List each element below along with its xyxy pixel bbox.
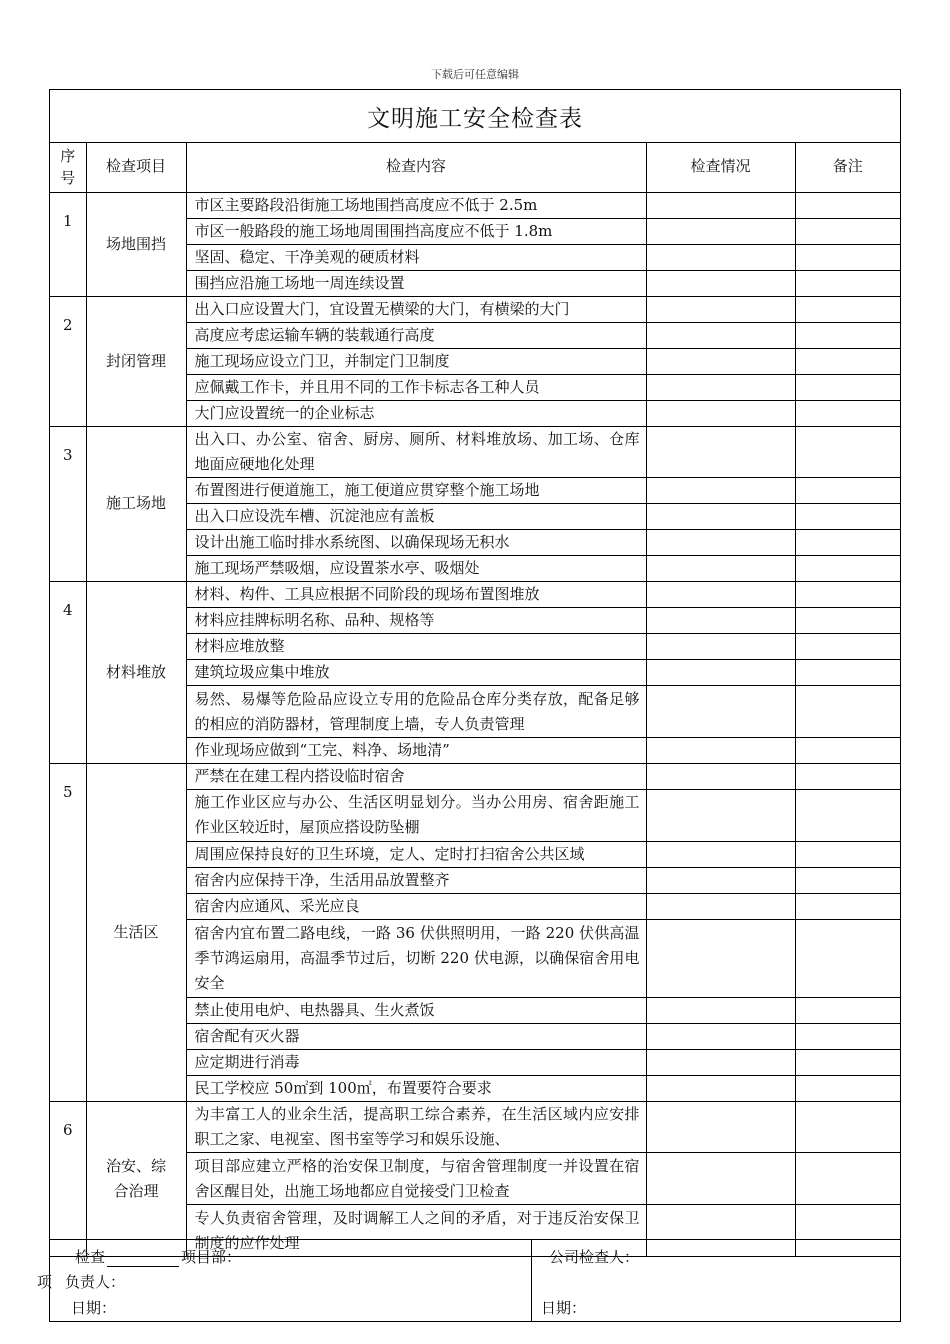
check-status-cell[interactable] xyxy=(646,270,795,296)
remark-cell[interactable] xyxy=(795,1101,900,1153)
section-item xyxy=(86,764,186,1101)
check-content-cell: 出入口应设洗车槽、沉淀池应有盖板 xyxy=(186,504,646,530)
section-number: 1 xyxy=(50,192,86,296)
check-content-cell: 宿舍内宜布置二路电线，一路 36 伏供照明用，一路 220 伏供高温季节鸿运扇用，高温季节过后，切断 220 伏电源，以确保宿舍用电安全 xyxy=(186,919,646,997)
check-content-cell: 材料应挂牌标明名称、品种、规格等 xyxy=(186,608,646,634)
remark-cell[interactable] xyxy=(795,1075,900,1101)
header-content: 检查内容 xyxy=(186,142,646,192)
check-content-cell: 易然、易爆等危险品应设立专用的危险品仓库分类存放，配备足够的相应的消防器材，管理制度上墙，专人负责管理 xyxy=(186,686,646,738)
remark-cell[interactable] xyxy=(795,374,900,400)
remark-cell[interactable] xyxy=(795,764,900,790)
check-content-cell: 应定期进行消毒 xyxy=(186,1049,646,1075)
section-item-label: 治安、综合治理 xyxy=(105,1156,166,1200)
check-content-cell: 大门应设置统一的企业标志 xyxy=(186,400,646,426)
section-number: 5 xyxy=(50,764,86,1101)
xiang-char: 项 xyxy=(37,1273,53,1291)
check-status-cell[interactable] xyxy=(646,997,795,1023)
remark-cell[interactable] xyxy=(795,582,900,608)
check-content-cell: 禁止使用电炉、电热器具、生火煮饭 xyxy=(186,997,646,1023)
inspection-table xyxy=(50,142,900,1257)
check-status-cell[interactable] xyxy=(646,893,795,919)
section-number: 4 xyxy=(50,582,86,764)
check-content-cell: 周围应保持良好的卫生环境，定人、定时打扫宿舍公共区域 xyxy=(186,841,646,867)
remark-cell[interactable] xyxy=(795,426,900,478)
check-status-cell[interactable] xyxy=(646,841,795,867)
remark-cell[interactable] xyxy=(795,348,900,374)
remark-cell[interactable] xyxy=(795,1049,900,1075)
company-inspector-label: 公司检查人： xyxy=(549,1248,640,1266)
check-status-cell[interactable] xyxy=(646,764,795,790)
check-content-cell: 建筑垃圾应集中堆放 xyxy=(186,660,646,686)
project-dept-label: 项目部： xyxy=(181,1248,242,1266)
check-status-cell[interactable] xyxy=(646,218,795,244)
check-content-cell: 施工现场应设立门卫，并制定门卫制度 xyxy=(186,348,646,374)
remark-cell[interactable] xyxy=(795,218,900,244)
remark-cell[interactable] xyxy=(795,296,900,322)
remark-cell[interactable] xyxy=(795,1153,900,1205)
remark-cell[interactable] xyxy=(795,504,900,530)
table-row xyxy=(50,1101,900,1153)
check-content-cell: 项目部应建立严格的治安保卫制度，与宿舍管理制度一并设置在宿舍区醒目处，出施工场地都应自觉接受门卫检查 xyxy=(186,1153,646,1205)
section-item xyxy=(86,192,186,296)
check-content-cell: 严禁在在建工程内搭设临时宿舍 xyxy=(186,764,646,790)
section-item xyxy=(86,1101,186,1256)
check-status-cell[interactable] xyxy=(646,296,795,322)
section-item-label: 生活区 xyxy=(113,922,159,941)
check-content-cell: 宿舍内应保持干净，生活用品放置整齐 xyxy=(186,867,646,893)
check-status-cell[interactable] xyxy=(646,1101,795,1153)
signature-area xyxy=(37,1239,900,1322)
header-remark: 备注 xyxy=(795,142,900,192)
check-content-cell: 宿舍内应通风、采光应良 xyxy=(186,893,646,919)
header-item: 检查项目 xyxy=(86,142,186,192)
check-content-cell: 专人负责宿舍管理，及时调解工人之间的矛盾，对于违反治安保卫制度的应作处理 xyxy=(186,1205,646,1257)
remark-cell[interactable] xyxy=(795,270,900,296)
check-content-cell: 作业现场应做到“工完、料净、场地清” xyxy=(186,738,646,764)
remark-cell[interactable] xyxy=(795,660,900,686)
check-status-cell[interactable] xyxy=(646,1153,795,1205)
section-number: 3 xyxy=(50,426,86,582)
check-prefix: 检查 xyxy=(75,1248,106,1266)
check-content-cell: 材料应堆放整 xyxy=(186,634,646,660)
section-number: 2 xyxy=(50,296,86,426)
section-number: 6 xyxy=(50,1101,86,1256)
remark-cell[interactable] xyxy=(795,997,900,1023)
remark-cell[interactable] xyxy=(795,244,900,270)
check-content-cell: 围挡应沿施工场地一周连续设置 xyxy=(186,270,646,296)
check-content-cell: 材料、构件、工具应根据不同阶段的现场布置图堆放 xyxy=(186,582,646,608)
check-content-cell: 市区一般路段的施工场地周围围挡高度应不低于 1.8m xyxy=(186,218,646,244)
check-status-cell[interactable] xyxy=(646,608,795,634)
check-blank-field[interactable] xyxy=(107,1251,179,1267)
check-content-cell: 为丰富工人的业余生活，提高职工综合素养，在生活区域内应安排职工之家、电视室、图书室等学习和娱乐设施、 xyxy=(186,1101,646,1153)
check-status-cell[interactable] xyxy=(646,192,795,218)
check-dept-line xyxy=(75,1246,241,1267)
remark-cell[interactable] xyxy=(795,790,900,842)
check-status-cell[interactable] xyxy=(646,582,795,608)
table-row xyxy=(50,582,900,608)
check-status-cell[interactable] xyxy=(646,322,795,348)
section-item-label: 材料堆放 xyxy=(105,663,166,682)
check-content-cell: 宿舍配有灭火器 xyxy=(186,1023,646,1049)
check-status-cell[interactable] xyxy=(646,634,795,660)
page-title: 文明施工安全检查表 xyxy=(50,90,900,143)
section-item-label: 场地围挡 xyxy=(105,234,166,253)
remark-cell[interactable] xyxy=(795,556,900,582)
header-no-line2: 号 xyxy=(60,168,76,187)
check-content-cell: 施工作业区应与办公、生活区明显划分。当办公用房、宿舍距施工作业区较近时，屋顶应搭设防坠棚 xyxy=(186,790,646,842)
table-header-row xyxy=(50,142,900,192)
check-status-cell[interactable] xyxy=(646,867,795,893)
check-content-cell: 设计出施工临时排水系统图、以确保现场无积水 xyxy=(186,530,646,556)
table-row xyxy=(50,296,900,322)
remark-cell[interactable] xyxy=(795,686,900,738)
remark-cell[interactable] xyxy=(795,192,900,218)
check-status-cell[interactable] xyxy=(646,478,795,504)
remark-cell[interactable] xyxy=(795,478,900,504)
check-content-cell: 布置图进行便道施工，施工便道应贯穿整个施工场地 xyxy=(186,478,646,504)
check-status-cell[interactable] xyxy=(646,686,795,738)
remark-cell[interactable] xyxy=(795,738,900,764)
check-content-cell: 出入口、办公室、宿舍、厨房、厕所、材料堆放场、加工场、仓库地面应硬地化处理 xyxy=(186,426,646,478)
check-status-cell[interactable] xyxy=(646,1023,795,1049)
remark-cell[interactable] xyxy=(795,608,900,634)
section-item-label: 施工场地 xyxy=(105,494,166,513)
remark-cell[interactable] xyxy=(795,919,900,997)
check-status-cell[interactable] xyxy=(646,426,795,478)
check-status-cell[interactable] xyxy=(646,1075,795,1101)
header-no xyxy=(50,142,86,192)
check-status-cell[interactable] xyxy=(646,374,795,400)
remark-cell[interactable] xyxy=(795,322,900,348)
remark-cell[interactable] xyxy=(795,893,900,919)
check-content-cell: 施工现场严禁吸烟，应设置茶水亭、吸烟处 xyxy=(186,556,646,582)
check-content-cell: 民工学校应 50㎡到 100㎡，布置要符合要求 xyxy=(186,1075,646,1101)
inspection-sheet xyxy=(37,89,901,1322)
remark-cell[interactable] xyxy=(795,1023,900,1049)
check-status-cell[interactable] xyxy=(646,530,795,556)
signature-divider xyxy=(531,1240,532,1322)
section-item xyxy=(86,582,186,764)
section-item-label: 封闭管理 xyxy=(105,351,166,370)
page-header-note: 下载后可任意编辑 xyxy=(431,68,519,81)
check-content-cell: 坚固、稳定、干净美观的硬质材料 xyxy=(186,244,646,270)
header-status: 检查情况 xyxy=(646,142,795,192)
check-status-cell[interactable] xyxy=(646,400,795,426)
table-row xyxy=(50,192,900,218)
remark-cell[interactable] xyxy=(795,530,900,556)
check-content-cell: 应佩戴工作卡，并且用不同的工作卡标志各工种人员 xyxy=(186,374,646,400)
leader-label: 负责人： xyxy=(65,1273,126,1291)
table-row xyxy=(50,764,900,790)
check-status-cell[interactable] xyxy=(646,1049,795,1075)
remark-cell[interactable] xyxy=(795,400,900,426)
check-status-cell[interactable] xyxy=(646,348,795,374)
date-right-label: 日期： xyxy=(541,1299,587,1317)
check-status-cell[interactable] xyxy=(646,790,795,842)
remark-cell[interactable] xyxy=(795,867,900,893)
check-status-cell[interactable] xyxy=(646,738,795,764)
remark-cell[interactable] xyxy=(795,841,900,867)
check-status-cell[interactable] xyxy=(646,556,795,582)
remark-cell[interactable] xyxy=(795,634,900,660)
table-row xyxy=(50,426,900,478)
check-status-cell[interactable] xyxy=(646,919,795,997)
date-left-label: 日期： xyxy=(71,1299,117,1317)
section-item xyxy=(86,296,186,426)
header-no-line1: 序 xyxy=(60,146,76,165)
check-content-cell: 出入口应设置大门，宜设置无横梁的大门，有横梁的大门 xyxy=(186,296,646,322)
check-status-cell[interactable] xyxy=(646,660,795,686)
check-status-cell[interactable] xyxy=(646,504,795,530)
section-item xyxy=(86,426,186,582)
check-status-cell[interactable] xyxy=(646,244,795,270)
check-content-cell: 市区主要路段沿街施工场地围挡高度应不低于 2.5m xyxy=(186,192,646,218)
check-content-cell: 高度应考虑运输车辆的装载通行高度 xyxy=(186,322,646,348)
